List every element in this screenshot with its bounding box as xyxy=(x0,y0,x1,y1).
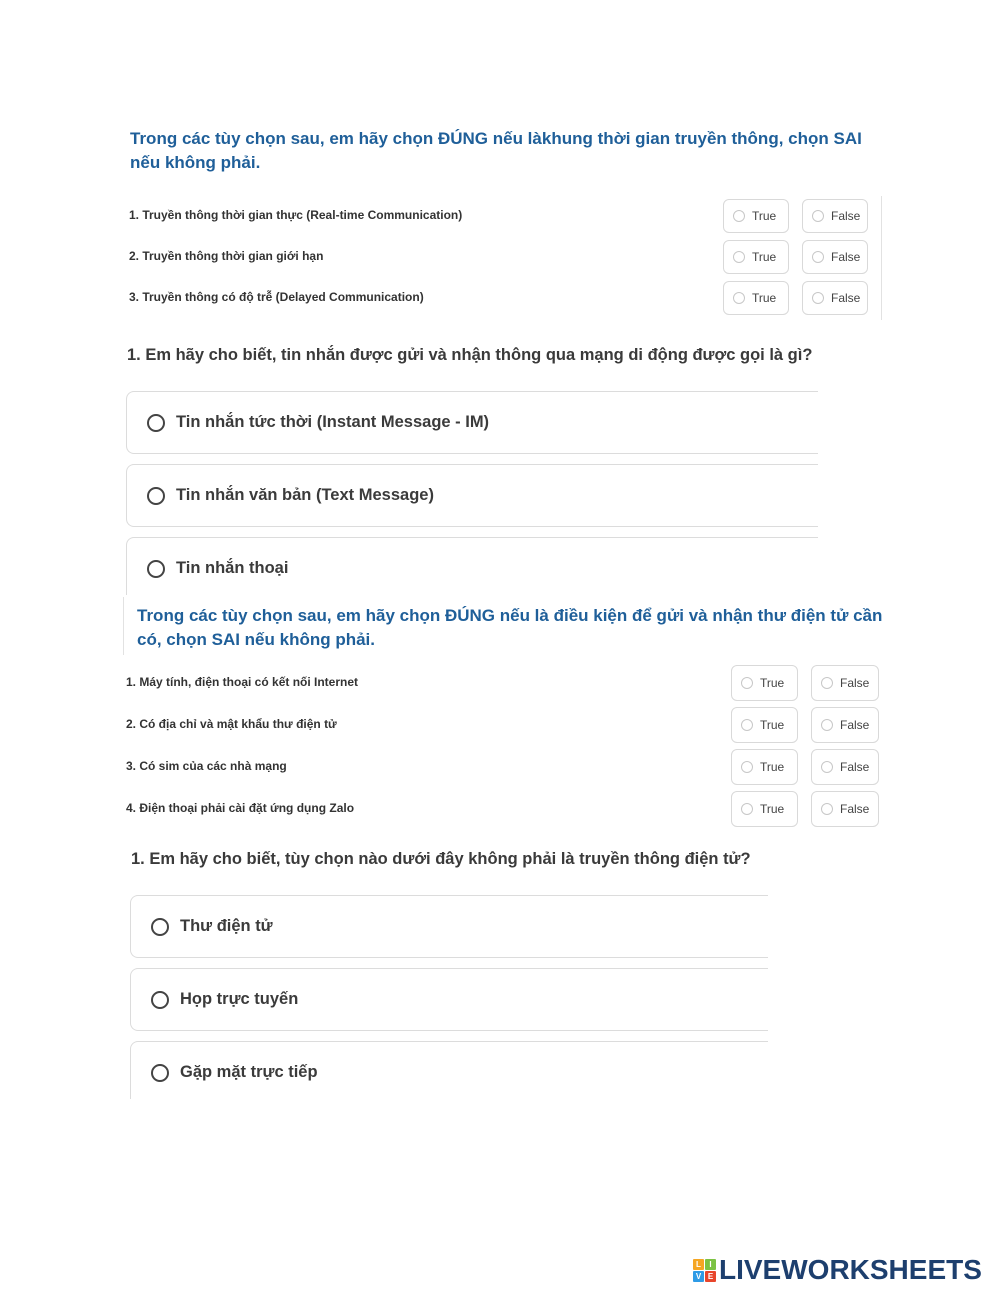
true-button[interactable]: True xyxy=(731,665,798,701)
section1-heading-line2: nếu không phải. xyxy=(130,153,261,172)
radio-icon xyxy=(741,719,753,731)
divider xyxy=(881,196,882,320)
false-button[interactable]: False xyxy=(811,707,879,743)
tf-item-label: 1. Truyền thông thời gian thực (Real-time Communication) xyxy=(129,208,463,222)
divider xyxy=(123,597,124,655)
answer-option[interactable] xyxy=(126,537,818,595)
tf-item-label: 4. Điện thoại phải cài đặt ứng dụng Zalo xyxy=(126,801,355,815)
question-title: 1. Em hãy cho biết, tin nhắn được gửi và nhận thông qua mạng di động được gọi là gì? xyxy=(127,346,813,364)
section1-heading-line1: Trong các tùy chọn sau, em hãy chọn ĐÚNG nếu làkhung thời gian truyền thông, chọn SAI xyxy=(130,129,862,148)
radio-icon xyxy=(812,251,824,263)
section2-heading-line2: có, chọn SAI nếu không phải. xyxy=(137,630,376,649)
radio-icon xyxy=(821,761,833,773)
section2-heading xyxy=(137,604,887,652)
radio-icon xyxy=(741,761,753,773)
true-button[interactable]: True xyxy=(723,240,789,274)
answer-option[interactable] xyxy=(130,1041,768,1099)
false-button[interactable]: False xyxy=(811,791,879,827)
brand-wordmark: LIVEWORKSHEETS xyxy=(719,1254,982,1285)
radio-icon xyxy=(151,1064,169,1082)
radio-icon xyxy=(147,560,165,578)
answer-option[interactable] xyxy=(126,464,818,527)
radio-icon xyxy=(741,803,753,815)
radio-icon xyxy=(733,210,745,222)
true-button[interactable]: True xyxy=(723,199,789,233)
answer-option-label: Tin nhắn tức thời (Instant Message - IM) xyxy=(176,413,490,431)
liveworksheets-logo xyxy=(693,1254,982,1286)
true-button[interactable]: True xyxy=(731,791,798,827)
tf-item-label: 2. Truyền thông thời gian giới hạn xyxy=(129,249,324,263)
answer-option-label: Gặp mặt trực tiếp xyxy=(180,1063,318,1081)
radio-icon xyxy=(733,251,745,263)
radio-icon xyxy=(147,487,165,505)
answer-option[interactable] xyxy=(126,391,818,454)
live-badge-icon: L I V E xyxy=(693,1259,716,1282)
question-title: 1. Em hãy cho biết, tùy chọn nào dưới đây không phải là truyền thông điện tử? xyxy=(131,850,751,868)
false-button[interactable]: False xyxy=(811,665,879,701)
false-button[interactable]: False xyxy=(802,199,868,233)
answer-option-label: Họp trực tuyến xyxy=(180,990,299,1008)
answer-option[interactable] xyxy=(130,968,768,1031)
answer-option-label: Tin nhắn văn bản (Text Message) xyxy=(176,486,434,504)
radio-icon xyxy=(151,991,169,1009)
radio-icon xyxy=(147,414,165,432)
true-button[interactable]: True xyxy=(731,749,798,785)
radio-icon xyxy=(821,677,833,689)
radio-icon xyxy=(812,210,824,222)
false-button[interactable]: False xyxy=(802,281,868,315)
radio-icon xyxy=(812,292,824,304)
section1-heading xyxy=(130,127,890,175)
section2-heading-line1: Trong các tùy chọn sau, em hãy chọn ĐÚNG nếu là điều kiện để gửi và nhận thư điện tử cần xyxy=(137,606,883,625)
false-button[interactable]: False xyxy=(811,749,879,785)
tf-item-label: 3. Có sim của các nhà mạng xyxy=(126,759,287,773)
radio-icon xyxy=(821,803,833,815)
radio-icon xyxy=(151,918,169,936)
tf-item-label: 3. Truyền thông có độ trễ (Delayed Communication) xyxy=(129,290,424,304)
tf-item-label: 2. Có địa chỉ và mật khẩu thư điện tử xyxy=(126,717,337,731)
tf-item-label: 1. Máy tính, điện thoại có kết nối Internet xyxy=(126,675,359,689)
radio-icon xyxy=(821,719,833,731)
radio-icon xyxy=(733,292,745,304)
true-button[interactable]: True xyxy=(723,281,789,315)
answer-option[interactable] xyxy=(130,895,768,958)
radio-icon xyxy=(741,677,753,689)
answer-option-label: Tin nhắn thoại xyxy=(176,559,289,577)
true-button[interactable]: True xyxy=(731,707,798,743)
answer-option-label: Thư điện tử xyxy=(180,917,273,935)
false-button[interactable]: False xyxy=(802,240,868,274)
